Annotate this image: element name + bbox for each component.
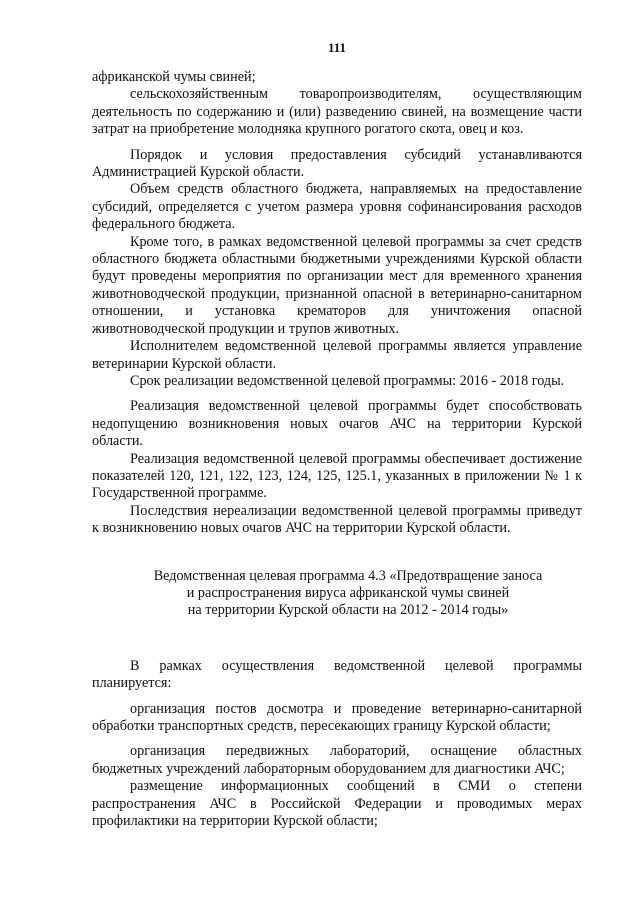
paragraph: организация передвижных лабораторий, оснащение областных бюджетных учреждений лабораторным оборудованием для диагностики АЧС;	[92, 743, 582, 777]
page-number: 111	[327, 40, 347, 55]
paragraph: организация постов досмотра и проведение ветеринарно-санитарной обработки транспортных средств, пересекающих границу Курской области;	[92, 700, 582, 734]
paragraph: Реализация ведомственной целевой программы обеспечивает достижение показателей 120, 121, 122, 123, 124, 125, 125.1, указанных в приложении № 1 к Государственной программе.	[92, 450, 582, 502]
paragraph: размещение информационных сообщений в СМИ о степени распространения АЧС в Российской Федерации и проводимых мерах профилактики на территории Курской области;	[92, 778, 582, 830]
section-title-line: на территории Курской области на 2012 - 2014 годы»	[187, 602, 509, 619]
paragraph: Последствия нереализации ведомственной целевой программы приведут к возникновению новых очагов АЧС на территории Курской области.	[92, 502, 582, 537]
paragraph: Кроме того, в рамках ведомственной целевой программы за счет средств областного бюджета областными бюджетными учреждениями Курской области будут проведены мероприятия по организации мест для временного хранения животноводческой продукции, признанной опасной в ветеринарно-санитарном отношении, и установка крематоров для уничтожения опасной животноводческой продукции и трупов животных.	[92, 233, 582, 337]
paragraph: Объем средств областного бюджета, направляемых на предоставление субсидий, определяется с учетом размера уровня софинансирования расходов федерального бюджета.	[92, 181, 582, 233]
paragraph: сельскохозяйственным товаропроизводителям, осуществляющим деятельность по содержанию и (или) разведению свиней, на возмещение части затрат на приобретение молодняка крупного рогатого скота, овец и коз.	[92, 86, 582, 138]
section-title-line: Ведомственная целевая программа 4.3 «Предотвращение заноса	[153, 567, 543, 584]
paragraph: африканской чумы свиней;	[92, 69, 256, 85]
paragraph: Порядок и условия предоставления субсидий устанавливаются Администрацией Курской области.	[92, 146, 582, 181]
section-title	[92, 568, 582, 620]
paragraph: Исполнителем ведомственной целевой программы является управление ветеринарии Курской области.	[92, 338, 582, 372]
section-title-line: и распространения вируса африканской чумы свиней	[186, 584, 510, 601]
paragraph: Реализация ведомственной целевой программы будет способствовать недопущению возникновения новых очагов АЧС на территории Курской области.	[92, 398, 582, 450]
paragraph: Срок реализации ведомственной целевой программы: 2016 - 2018 годы.	[130, 372, 565, 389]
paragraph: В рамках осуществления ведомственной целевой программы планируется:	[92, 657, 582, 692]
